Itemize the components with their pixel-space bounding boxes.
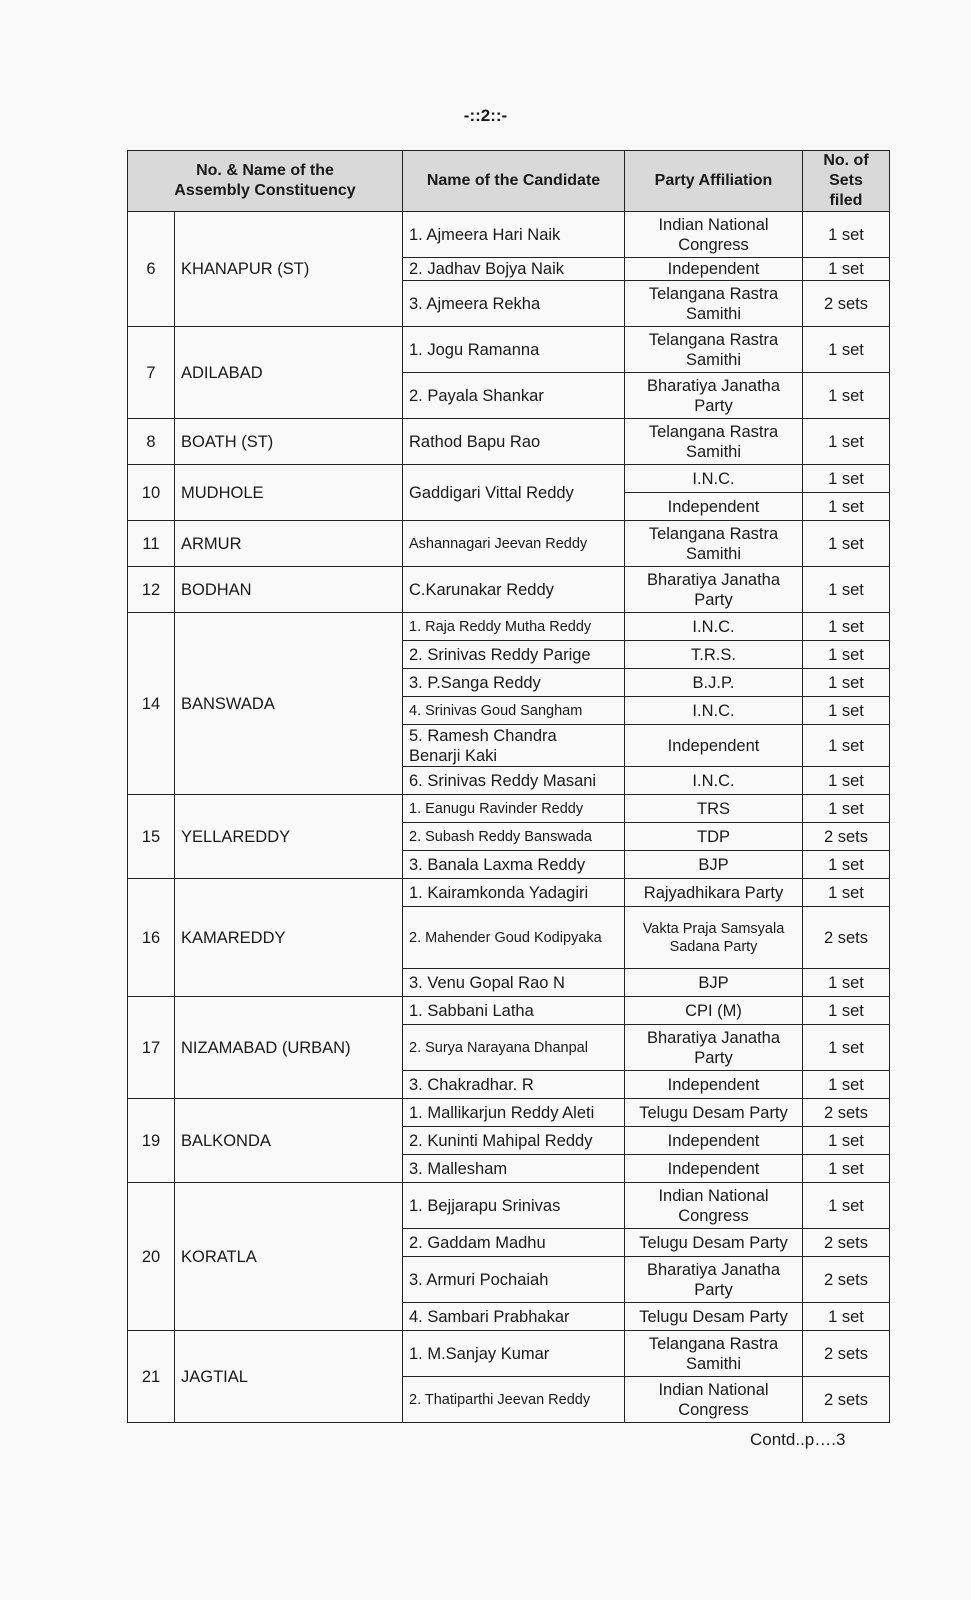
party-affiliation: Independent — [625, 493, 803, 521]
table-row — [128, 465, 890, 493]
sets-filed: 1 set — [803, 795, 890, 823]
party-affiliation: Bharatiya Janatha Party — [625, 567, 803, 613]
constituency-number: 11 — [128, 521, 175, 567]
party-affiliation: CPI (M) — [625, 997, 803, 1025]
candidate-name: 3. Mallesham — [403, 1155, 625, 1183]
sets-filed: 1 set — [803, 969, 890, 997]
party-affiliation: Independent — [625, 1155, 803, 1183]
candidate-name: 1. Ajmeera Hari Naik — [403, 212, 625, 258]
constituency-name: BOATH (ST) — [175, 419, 403, 465]
party-affiliation: Independent — [625, 258, 803, 281]
sets-filed: 1 set — [803, 1155, 890, 1183]
constituency-number: 19 — [128, 1099, 175, 1183]
table-row — [128, 795, 890, 823]
constituency-number: 15 — [128, 795, 175, 879]
candidate-name: 1. Bejjarapu Srinivas — [403, 1183, 625, 1229]
sets-filed: 1 set — [803, 1025, 890, 1071]
constituency-name: BANSWADA — [175, 613, 403, 795]
sets-filed: 1 set — [803, 641, 890, 669]
party-affiliation: Telugu Desam Party — [625, 1099, 803, 1127]
party-affiliation: I.N.C. — [625, 613, 803, 641]
sets-filed: 2 sets — [803, 1229, 890, 1257]
candidate-name: 1. M.Sanjay Kumar — [403, 1331, 625, 1377]
constituency-name: JAGTIAL — [175, 1331, 403, 1423]
party-affiliation: Telangana Rastra Samithi — [625, 419, 803, 465]
constituency-name: NIZAMABAD (URBAN) — [175, 997, 403, 1099]
candidate-name: 2. Srinivas Reddy Parige — [403, 641, 625, 669]
candidate-name: 1. Sabbani Latha — [403, 997, 625, 1025]
table-row — [128, 567, 890, 613]
party-affiliation: Telangana Rastra Samithi — [625, 281, 803, 327]
header-party: Party Affiliation — [625, 151, 803, 212]
candidate-name: 2. Mahender Goud Kodipyaka — [403, 907, 625, 969]
party-affiliation: B.J.P. — [625, 669, 803, 697]
party-affiliation: Vakta Praja Samsyala Sadana Party — [625, 907, 803, 969]
sets-filed: 1 set — [803, 373, 890, 419]
table-row — [128, 997, 890, 1025]
constituency-number: 21 — [128, 1331, 175, 1423]
sets-filed: 1 set — [803, 465, 890, 493]
candidate-name: 4. Sambari Prabhakar — [403, 1303, 625, 1331]
constituency-name: ARMUR — [175, 521, 403, 567]
party-affiliation: I.N.C. — [625, 767, 803, 795]
header-constituency: No. & Name of the Assembly Constituency — [128, 151, 403, 212]
party-affiliation: Indian National Congress — [625, 212, 803, 258]
header-candidate: Name of the Candidate — [403, 151, 625, 212]
constituency-number: 20 — [128, 1183, 175, 1331]
party-affiliation: BJP — [625, 851, 803, 879]
party-affiliation: Telugu Desam Party — [625, 1303, 803, 1331]
sets-filed: 1 set — [803, 521, 890, 567]
party-affiliation: Independent — [625, 725, 803, 767]
continued-note: Contd..p….3 — [750, 1430, 846, 1449]
sets-filed: 2 sets — [803, 907, 890, 969]
sets-filed: 1 set — [803, 725, 890, 767]
constituency-number: 10 — [128, 465, 175, 521]
constituency-name: KHANAPUR (ST) — [175, 212, 403, 327]
candidate-name: 3. Venu Gopal Rao N — [403, 969, 625, 997]
candidate-name: Ashannagari Jeevan Reddy — [403, 521, 625, 567]
table-row — [128, 1099, 890, 1127]
candidate-name: 3. P.Sanga Reddy — [403, 669, 625, 697]
party-affiliation: Telangana Rastra Samithi — [625, 1331, 803, 1377]
sets-filed: 1 set — [803, 1303, 890, 1331]
party-affiliation: Rajyadhikara Party — [625, 879, 803, 907]
sets-filed: 1 set — [803, 327, 890, 373]
candidate-name: 3. Banala Laxma Reddy — [403, 851, 625, 879]
candidate-name: 1. Raja Reddy Mutha Reddy — [403, 613, 625, 641]
party-affiliation: Independent — [625, 1071, 803, 1099]
sets-filed: 1 set — [803, 1127, 890, 1155]
candidate-name: 2. Surya Narayana Dhanpal — [403, 1025, 625, 1071]
party-affiliation: TRS — [625, 795, 803, 823]
constituency-name: YELLAREDDY — [175, 795, 403, 879]
candidate-name: 6. Srinivas Reddy Masani — [403, 767, 625, 795]
constituency-number: 8 — [128, 419, 175, 465]
party-affiliation: I.N.C. — [625, 465, 803, 493]
constituency-name: BALKONDA — [175, 1099, 403, 1183]
candidate-name: 1. Mallikarjun Reddy Aleti — [403, 1099, 625, 1127]
constituency-name: KORATLA — [175, 1183, 403, 1331]
candidates-table — [127, 150, 890, 1423]
table-row — [128, 879, 890, 907]
constituency-number: 14 — [128, 613, 175, 795]
constituency-name: ADILABAD — [175, 327, 403, 419]
party-affiliation: TDP — [625, 823, 803, 851]
candidate-name: 2. Kuninti Mahipal Reddy — [403, 1127, 625, 1155]
candidate-name: 1. Jogu Ramanna — [403, 327, 625, 373]
candidate-name: Rathod Bapu Rao — [403, 419, 625, 465]
table-row — [128, 613, 890, 641]
header-sets: No. of Sets filed — [803, 151, 890, 212]
sets-filed: 2 sets — [803, 1331, 890, 1377]
party-affiliation: Indian National Congress — [625, 1183, 803, 1229]
sets-filed: 1 set — [803, 697, 890, 725]
sets-filed: 1 set — [803, 258, 890, 281]
party-affiliation: Independent — [625, 1127, 803, 1155]
sets-filed: 1 set — [803, 567, 890, 613]
party-affiliation: Telangana Rastra Samithi — [625, 327, 803, 373]
sets-filed: 2 sets — [803, 1377, 890, 1423]
constituency-number: 17 — [128, 997, 175, 1099]
sets-filed: 1 set — [803, 493, 890, 521]
sets-filed: 2 sets — [803, 1257, 890, 1303]
table-row — [128, 1331, 890, 1377]
candidate-name: 1. Kairamkonda Yadagiri — [403, 879, 625, 907]
party-affiliation: Bharatiya Janatha Party — [625, 1257, 803, 1303]
candidate-name: Gaddigari Vittal Reddy — [403, 465, 625, 521]
table-row — [128, 212, 890, 258]
sets-filed: 1 set — [803, 669, 890, 697]
table-row — [128, 327, 890, 373]
sets-filed: 1 set — [803, 997, 890, 1025]
party-affiliation: T.R.S. — [625, 641, 803, 669]
table-header-row — [128, 151, 890, 212]
sets-filed: 2 sets — [803, 281, 890, 327]
sets-filed: 1 set — [803, 613, 890, 641]
candidate-name: 3. Armuri Pochaiah — [403, 1257, 625, 1303]
constituency-number: 6 — [128, 212, 175, 327]
candidate-name: 2. Subash Reddy Banswada — [403, 823, 625, 851]
sets-filed: 1 set — [803, 212, 890, 258]
candidate-name: 5. Ramesh Chandra Benarji Kaki — [403, 725, 625, 767]
sets-filed: 1 set — [803, 1071, 890, 1099]
candidate-name: 1. Eanugu Ravinder Reddy — [403, 795, 625, 823]
party-affiliation: Telangana Rastra Samithi — [625, 521, 803, 567]
candidate-name: 4. Srinivas Goud Sangham — [403, 697, 625, 725]
party-affiliation: Indian National Congress — [625, 1377, 803, 1423]
constituency-number: 12 — [128, 567, 175, 613]
constituency-number: 16 — [128, 879, 175, 997]
table-row — [128, 521, 890, 567]
page-number: -::2::- — [463, 106, 508, 125]
candidate-name: C.Karunakar Reddy — [403, 567, 625, 613]
party-affiliation: BJP — [625, 969, 803, 997]
candidate-name: 2. Thatiparthi Jeevan Reddy — [403, 1377, 625, 1423]
sets-filed: 1 set — [803, 1183, 890, 1229]
candidate-name: 2. Payala Shankar — [403, 373, 625, 419]
party-affiliation: Bharatiya Janatha Party — [625, 373, 803, 419]
table-body — [128, 212, 890, 1423]
constituency-name: BODHAN — [175, 567, 403, 613]
sets-filed: 2 sets — [803, 823, 890, 851]
party-affiliation: Bharatiya Janatha Party — [625, 1025, 803, 1071]
candidate-name: 2. Gaddam Madhu — [403, 1229, 625, 1257]
table-row — [128, 419, 890, 465]
candidate-name: 3. Chakradhar. R — [403, 1071, 625, 1099]
constituency-name: MUDHOLE — [175, 465, 403, 521]
sets-filed: 1 set — [803, 767, 890, 795]
constituency-number: 7 — [128, 327, 175, 419]
sets-filed: 2 sets — [803, 1099, 890, 1127]
party-affiliation: I.N.C. — [625, 697, 803, 725]
table-row — [128, 1183, 890, 1229]
sets-filed: 1 set — [803, 851, 890, 879]
candidate-name: 3. Ajmeera Rekha — [403, 281, 625, 327]
sets-filed: 1 set — [803, 879, 890, 907]
candidate-name: 2. Jadhav Bojya Naik — [403, 258, 625, 281]
constituency-name: KAMAREDDY — [175, 879, 403, 997]
sets-filed: 1 set — [803, 419, 890, 465]
party-affiliation: Telugu Desam Party — [625, 1229, 803, 1257]
